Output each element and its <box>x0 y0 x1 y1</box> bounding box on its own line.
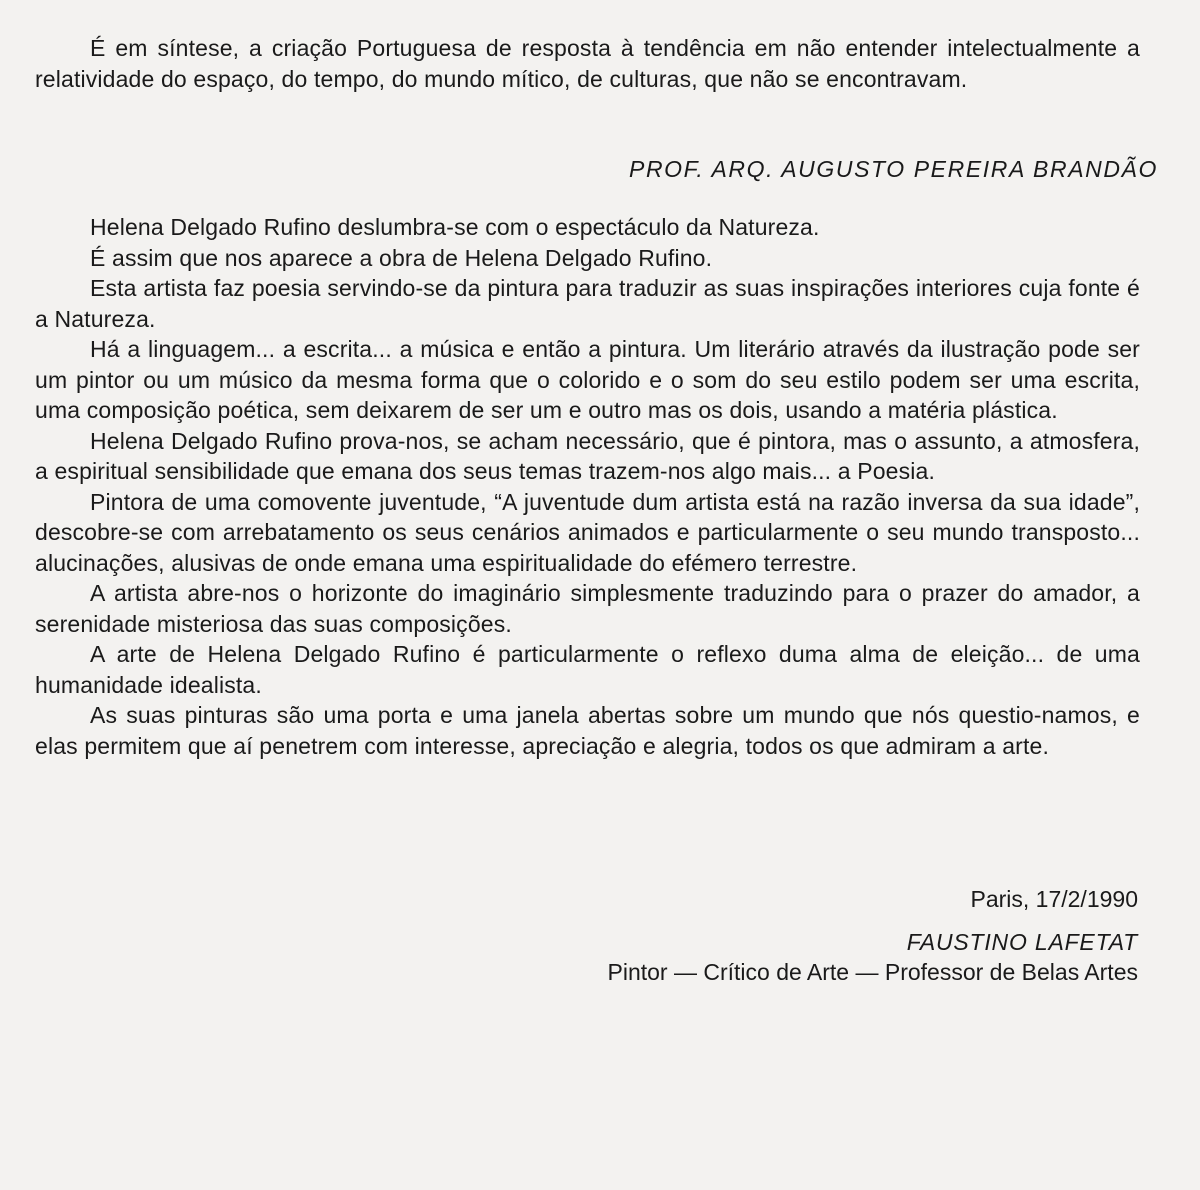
place-date: Paris, 17/2/1990 <box>970 886 1138 912</box>
document-page <box>35 0 1158 1190</box>
paragraph: A artista abre-nos o horizonte do imaginário simplesmente traduzindo para o prazer do amador, a serenidade misteriosa das suas composições. <box>35 580 1140 637</box>
second-signature-name: FAUSTINO LAFETAT <box>906 929 1138 955</box>
paragraph: Esta artista faz poesia servindo-se da pintura para traduzir as suas inspirações interiores cuja fonte é a Natureza. <box>35 275 1140 332</box>
paragraph: A arte de Helena Delgado Rufino é particularmente o reflexo duma alma de eleição... de uma humanidade idealista. <box>35 641 1140 698</box>
paragraph: Helena Delgado Rufino prova-nos, se acham necessário, que é pintora, mas o assunto, a atmosfera, a espiritual sensibilidade que emana dos seus temas trazem-nos algo mais... a Poesia. <box>35 427 1140 484</box>
paragraph: Há a linguagem... a escrita... a música e então a pintura. Um literário através da ilustração pode ser um pintor ou um músico da mesma forma que o colorido e o som do seu estilo podem ser uma escrita, uma composição poética, sem deixarem de ser um e outro mas os dois, usando a matéria plástica. <box>35 336 1140 423</box>
paragraph: É assim que nos aparece a obra de Helena Delgado Rufino. <box>90 244 713 271</box>
paragraph: Pintora de uma comovente juventude, “A juventude dum artista está na razão inversa da sua idade”, descobre-se com arrebatamento os seus cenários animados e particularmente o seu mundo transposto... alucinações, alusivas de onde emana uma espiritualidade do efémero terrestre. <box>35 488 1140 576</box>
second-signature-role: Pintor — Crítico de Arte — Professor de Belas Artes <box>607 959 1138 985</box>
paragraph: As suas pinturas são uma porta e uma janela abertas sobre um mundo que nós questio-namos, e elas permitem que aí penetrem com interesse, apreciação e alegria, todos os que admiram a arte. <box>35 702 1140 759</box>
intro-paragraph: É em síntese, a criação Portuguesa de resposta à tendência em não entender intelectualmente a relatividade do espaço, do tempo, do mundo mítico, de culturas, que não se encontravam. <box>35 35 1140 92</box>
review-body <box>35 212 1140 761</box>
first-signature: PROF. ARQ. AUGUSTO PEREIRA BRANDÃO <box>629 156 1158 182</box>
paragraph: Helena Delgado Rufino deslumbra-se com o espectáculo da Natureza. <box>90 214 820 240</box>
